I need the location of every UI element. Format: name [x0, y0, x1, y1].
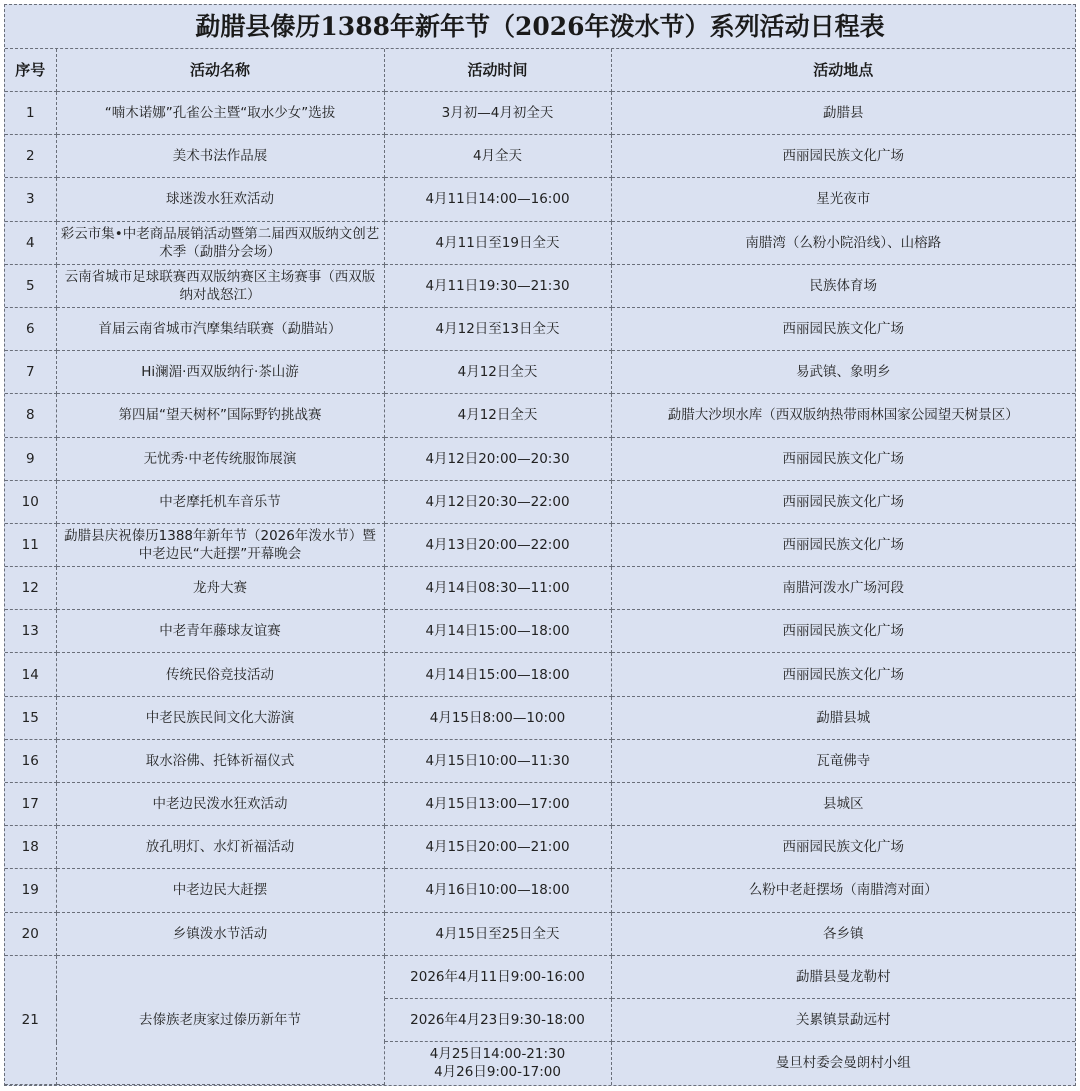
cell-time: 4月11日14:00—16:00	[384, 178, 611, 221]
cell-time: 4月15日10:00—11:30	[384, 739, 611, 782]
schedule-sheet	[4, 4, 1076, 1086]
cell-no: 9	[5, 437, 56, 480]
header-place: 活动地点	[611, 49, 1075, 92]
cell-name: 中老边民大赶摆	[56, 869, 384, 912]
cell-no: 12	[5, 567, 56, 610]
cell-no: 8	[5, 394, 56, 437]
cell-name: 传统民俗竞技活动	[56, 653, 384, 696]
table-row	[5, 912, 1075, 955]
cell-name: 云南省城市足球联赛西双版纳赛区主场赛事（西双版纳对战怒江）	[56, 264, 384, 307]
cell-time: 4月16日10:00—18:00	[384, 869, 611, 912]
table-row	[5, 264, 1075, 307]
cell-no: 5	[5, 264, 56, 307]
cell-place: 南腊湾（么粉小院沿线）、山榕路	[611, 221, 1075, 264]
table-row	[5, 135, 1075, 178]
cell-time: 4月15日至25日全天	[384, 912, 611, 955]
cell-no: 16	[5, 739, 56, 782]
cell-name: 首届云南省城市汽摩集结联赛（勐腊站）	[56, 307, 384, 350]
table-row	[5, 610, 1075, 653]
table-row	[5, 783, 1075, 826]
cell-no: 17	[5, 783, 56, 826]
header-no: 序号	[5, 49, 56, 92]
cell-place: 曼旦村委会曼朗村小组	[611, 1042, 1075, 1085]
page-title: 勐腊县傣历1388年新年节（2026年泼水节）系列活动日程表	[5, 5, 1075, 49]
cell-time: 4月15日13:00—17:00	[384, 783, 611, 826]
cell-time: 4月14日15:00—18:00	[384, 653, 611, 696]
schedule-table	[5, 49, 1075, 1085]
cell-place: 关累镇景勐远村	[611, 998, 1075, 1041]
cell-place: 么粉中老赶摆场（南腊湾对面）	[611, 869, 1075, 912]
cell-no: 3	[5, 178, 56, 221]
cell-name: 美术书法作品展	[56, 135, 384, 178]
cell-name: 球迷泼水狂欢活动	[56, 178, 384, 221]
cell-time: 4月13日20:00—22:00	[384, 523, 611, 566]
table-row	[5, 178, 1075, 221]
cell-no: 1	[5, 92, 56, 135]
cell-place: 星光夜市	[611, 178, 1075, 221]
cell-time: 4月15日20:00—21:00	[384, 826, 611, 869]
cell-place: 西丽园民族文化广场	[611, 653, 1075, 696]
cell-name: 勐腊县庆祝傣历1388年新年节（2026年泼水节）暨中老边民“大赶摆”开幕晚会	[56, 523, 384, 566]
cell-time: 4月14日08:30—11:00	[384, 567, 611, 610]
table-row	[5, 826, 1075, 869]
cell-time: 4月11日19:30—21:30	[384, 264, 611, 307]
cell-name: 中老民族民间文化大游演	[56, 696, 384, 739]
cell-time: 4月14日15:00—18:00	[384, 610, 611, 653]
table-row	[5, 955, 1075, 998]
header-name: 活动名称	[56, 49, 384, 92]
cell-name: 中老边民泼水狂欢活动	[56, 783, 384, 826]
cell-time: 4月全天	[384, 135, 611, 178]
cell-no: 14	[5, 653, 56, 696]
cell-time: 4月15日8:00—10:00	[384, 696, 611, 739]
table-row	[5, 523, 1075, 566]
table-row	[5, 480, 1075, 523]
time-line-1: 4月25日14:00-21:30	[429, 1046, 566, 1063]
cell-place: 勐腊县	[611, 92, 1075, 135]
cell-name: 彩云市集•中老商品展销活动暨第二届西双版纳文创艺术季（勐腊分会场）	[56, 221, 384, 264]
cell-name: 取水浴佛、托钵祈福仪式	[56, 739, 384, 782]
cell-no: 4	[5, 221, 56, 264]
cell-name: 乡镇泼水节活动	[56, 912, 384, 955]
cell-place: 民族体育场	[611, 264, 1075, 307]
cell-no: 2	[5, 135, 56, 178]
cell-no: 13	[5, 610, 56, 653]
cell-time: 4月12日至13日全天	[384, 307, 611, 350]
cell-name: “喃木诺娜”孔雀公主暨“取水少女”选拔	[56, 92, 384, 135]
cell-name: 放孔明灯、水灯祈福活动	[56, 826, 384, 869]
cell-no: 21	[5, 955, 56, 1085]
cell-no: 19	[5, 869, 56, 912]
table-row	[5, 394, 1075, 437]
cell-place: 西丽园民族文化广场	[611, 523, 1075, 566]
cell-place: 勐腊县曼龙勒村	[611, 955, 1075, 998]
table-row	[5, 351, 1075, 394]
cell-no: 18	[5, 826, 56, 869]
time-line-2: 4月26日9:00-17:00	[434, 1064, 561, 1081]
table-row	[5, 92, 1075, 135]
cell-name: 第四届“望天树杯”国际野钓挑战赛	[56, 394, 384, 437]
cell-no: 6	[5, 307, 56, 350]
cell-name: Hi澜湄·西双版纳行·茶山游	[56, 351, 384, 394]
cell-place: 南腊河泼水广场河段	[611, 567, 1075, 610]
cell-place: 西丽园民族文化广场	[611, 480, 1075, 523]
cell-time: 2026年4月11日9:00-16:00	[384, 955, 611, 998]
cell-place: 瓦竜佛寺	[611, 739, 1075, 782]
cell-name: 中老摩托机车音乐节	[56, 480, 384, 523]
cell-time: 4月12日20:00—20:30	[384, 437, 611, 480]
cell-place: 易武镇、象明乡	[611, 351, 1075, 394]
table-header-row	[5, 49, 1075, 92]
cell-place: 西丽园民族文化广场	[611, 610, 1075, 653]
cell-no: 7	[5, 351, 56, 394]
cell-place: 西丽园民族文化广场	[611, 307, 1075, 350]
cell-time: 4月12日全天	[384, 351, 611, 394]
table-row	[5, 307, 1075, 350]
header-time: 活动时间	[384, 49, 611, 92]
cell-no: 11	[5, 523, 56, 566]
table-row	[5, 653, 1075, 696]
cell-time: 4月12日20:30—22:00	[384, 480, 611, 523]
cell-place: 县城区	[611, 783, 1075, 826]
table-row	[5, 567, 1075, 610]
cell-time: 3月初—4月初全天	[384, 92, 611, 135]
cell-place: 勐腊大沙坝水库（西双版纳热带雨林国家公园望天树景区）	[611, 394, 1075, 437]
table-row	[5, 437, 1075, 480]
cell-place: 各乡镇	[611, 912, 1075, 955]
cell-place: 西丽园民族文化广场	[611, 437, 1075, 480]
cell-time: 4月11日至19日全天	[384, 221, 611, 264]
cell-place: 勐腊县城	[611, 696, 1075, 739]
cell-place: 西丽园民族文化广场	[611, 826, 1075, 869]
cell-name: 龙舟大赛	[56, 567, 384, 610]
cell-no: 10	[5, 480, 56, 523]
cell-time: 2026年4月23日9:30-18:00	[384, 998, 611, 1041]
cell-place: 西丽园民族文化广场	[611, 135, 1075, 178]
cell-time	[384, 1042, 611, 1085]
table-row	[5, 221, 1075, 264]
table-row	[5, 869, 1075, 912]
table-row	[5, 696, 1075, 739]
table-row	[5, 739, 1075, 782]
cell-name: 去傣族老庚家过傣历新年节	[56, 955, 384, 1085]
cell-time: 4月12日全天	[384, 394, 611, 437]
cell-name: 中老青年藤球友谊赛	[56, 610, 384, 653]
cell-no: 20	[5, 912, 56, 955]
cell-no: 15	[5, 696, 56, 739]
cell-name: 无忧秀·中老传统服饰展演	[56, 437, 384, 480]
